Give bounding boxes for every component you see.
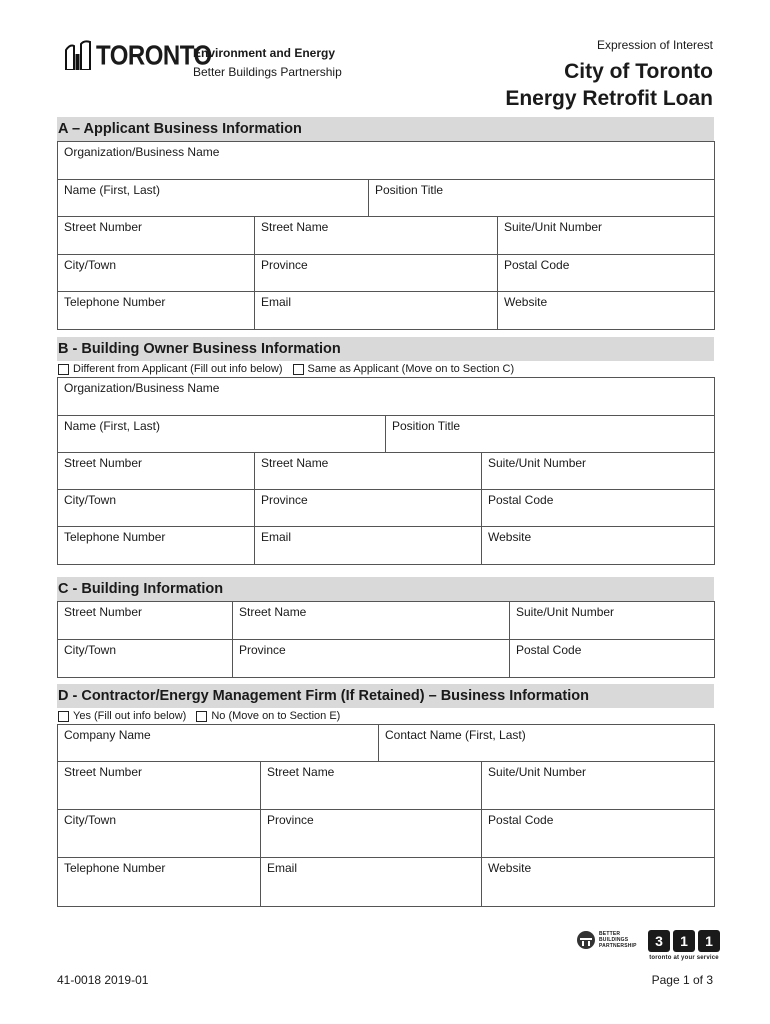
section-c [57, 577, 714, 678]
province-field[interactable]: Province [233, 640, 510, 678]
page-number: Page 1 of 3 [651, 973, 713, 987]
toronto-logo [64, 40, 212, 70]
option-label: Yes (Fill out info below) [73, 710, 187, 722]
postal-field[interactable]: Postal Code [498, 255, 715, 292]
position-field[interactable]: Position Title [369, 180, 715, 217]
name-field[interactable]: Name (First, Last) [58, 180, 369, 217]
section-a [57, 117, 714, 330]
street-name-field[interactable]: Street Name [255, 217, 498, 255]
checkbox[interactable] [58, 711, 69, 722]
311-digit: 3 [648, 930, 670, 952]
bbp-text-line: BUILDINGS [599, 937, 629, 943]
section-b-table [57, 377, 715, 565]
name-field[interactable]: Name (First, Last) [58, 416, 386, 453]
company-name-field[interactable]: Company Name [58, 725, 379, 762]
section-b-options [57, 361, 714, 377]
yes-option[interactable] [58, 708, 186, 724]
better-buildings-partnership-logo [576, 930, 637, 950]
telephone-field[interactable]: Telephone Number [58, 527, 255, 565]
province-field[interactable]: Province [255, 490, 482, 527]
option-label: Different from Applicant (Fill out info below) [73, 363, 283, 375]
section-d-title: D - Contractor/Energy Management Firm (If Retained) – Business Information [57, 684, 714, 708]
street-number-field[interactable]: Street Number [58, 762, 261, 810]
program-name: Better Buildings Partnership [193, 65, 342, 79]
city-field[interactable]: City/Town [58, 640, 233, 678]
postal-field[interactable]: Postal Code [482, 490, 715, 527]
form-number: 41-0018 2019-01 [57, 973, 149, 987]
section-c-title: C - Building Information [57, 577, 714, 601]
section-b-title: B - Building Owner Business Information [57, 337, 714, 361]
org-name-field[interactable]: Organization/Business Name [58, 378, 715, 416]
document-type: Expression of Interest [596, 38, 713, 52]
logo-wordmark: TORONTO [96, 40, 212, 72]
telephone-field[interactable]: Telephone Number [58, 858, 261, 907]
city-field[interactable]: City/Town [58, 255, 255, 292]
different-from-applicant-option[interactable] [58, 361, 283, 377]
street-number-field[interactable]: Street Number [58, 217, 255, 255]
section-c-table [57, 601, 715, 678]
checkbox[interactable] [293, 364, 304, 375]
department-name: Environment and Energy [193, 46, 336, 60]
bbp-text-line: PARTNERSHIP [599, 943, 637, 949]
311-tagline: toronto at your service [649, 955, 719, 961]
section-d-table [57, 724, 715, 907]
postal-field[interactable]: Postal Code [510, 640, 715, 678]
street-number-field[interactable]: Street Number [58, 602, 233, 640]
title-line-1: City of Toronto [564, 60, 713, 83]
section-d [57, 684, 714, 907]
position-field[interactable]: Position Title [386, 416, 715, 453]
document-title-block [505, 38, 713, 112]
province-field[interactable]: Province [261, 810, 482, 858]
street-name-field[interactable]: Street Name [255, 453, 482, 490]
street-name-field[interactable]: Street Name [261, 762, 482, 810]
email-field[interactable]: Email [255, 292, 498, 330]
website-field[interactable]: Website [482, 527, 715, 565]
checkbox[interactable] [58, 364, 69, 375]
street-number-field[interactable]: Street Number [58, 453, 255, 490]
section-d-options [57, 708, 714, 724]
suite-field[interactable]: Suite/Unit Number [498, 217, 715, 255]
org-name-field[interactable]: Organization/Business Name [58, 142, 715, 180]
311-digit: 1 [673, 930, 695, 952]
postal-field[interactable]: Postal Code [482, 810, 715, 858]
contact-name-field[interactable]: Contact Name (First, Last) [379, 725, 715, 762]
no-option[interactable] [196, 708, 340, 724]
city-field[interactable]: City/Town [58, 810, 261, 858]
suite-field[interactable]: Suite/Unit Number [510, 602, 715, 640]
section-a-table [57, 141, 715, 330]
website-field[interactable]: Website [498, 292, 715, 330]
email-field[interactable]: Email [255, 527, 482, 565]
option-label: Same as Applicant (Move on to Section C) [307, 363, 515, 375]
section-a-title: A – Applicant Business Information [57, 117, 714, 141]
checkbox[interactable] [196, 711, 207, 722]
suite-field[interactable]: Suite/Unit Number [482, 453, 715, 490]
title-line-2: Energy Retrofit Loan [505, 87, 713, 110]
same-as-applicant-option[interactable] [293, 361, 515, 377]
311-logo [648, 930, 720, 961]
suite-field[interactable]: Suite/Unit Number [482, 762, 715, 810]
email-field[interactable]: Email [261, 858, 482, 907]
street-name-field[interactable]: Street Name [233, 602, 510, 640]
city-hall-icon [64, 40, 92, 70]
section-b [57, 337, 714, 565]
city-field[interactable]: City/Town [58, 490, 255, 527]
telephone-field[interactable]: Telephone Number [58, 292, 255, 330]
province-field[interactable]: Province [255, 255, 498, 292]
bbp-emblem-icon [576, 930, 596, 950]
311-digit: 1 [698, 930, 720, 952]
website-field[interactable]: Website [482, 858, 715, 907]
option-label: No (Move on to Section E) [211, 710, 341, 722]
department-block [193, 44, 342, 82]
bbp-text-line: BETTER [599, 931, 621, 937]
